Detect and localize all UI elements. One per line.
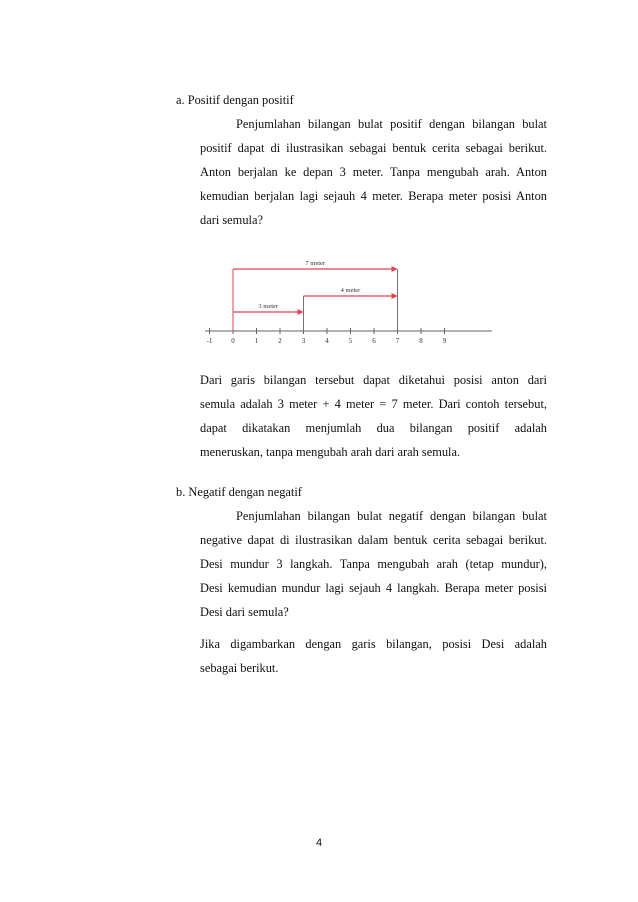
tick-label: 8	[419, 337, 423, 345]
arrow-head	[392, 266, 398, 272]
section-b-para1-line: Desi mundur 3 langkah. Tanpa mengubah arah (tetap mundur),	[200, 557, 547, 571]
arrow-label: 4 meter	[340, 287, 361, 294]
arrow-head	[298, 309, 304, 315]
section-b-heading: b. Negatif dengan negatif	[176, 485, 302, 499]
section-b-para1-line: Penjumlahan bilangan bulat negatif dengan bilangan bulat	[236, 509, 547, 523]
section-a-para1-line: kemudian berjalan lagi sejauh 4 meter. Berapa meter posisi Anton	[200, 189, 547, 203]
section-b-para2-line: sebagai berikut.	[200, 661, 279, 675]
tick-label: 2	[278, 337, 282, 345]
tick-label: 9	[442, 337, 447, 345]
tick-label: 0	[231, 337, 235, 345]
page-number: 4	[315, 837, 323, 849]
tick-label: -1	[206, 337, 213, 345]
section-b-para1-line: Desi dari semula?	[200, 605, 289, 619]
arrow-3	[233, 303, 304, 331]
arrow-2	[304, 287, 398, 331]
arrow-label: 3 meter	[258, 303, 279, 310]
tick-label: 5	[348, 337, 353, 345]
number-line-figure	[200, 250, 500, 350]
tick-label: 4	[325, 337, 329, 345]
tick-label: 3	[301, 337, 306, 345]
section-a-para2-line: Dari garis bilangan tersebut dapat diketahui posisi anton dari	[200, 373, 547, 387]
arrow-head	[392, 293, 398, 299]
section-a-para2-line: meneruskan, tanpa mengubah arah dari arah semula.	[200, 445, 461, 459]
section-a-para2-line: semula adalah 3 meter + 4 meter = 7 meter. Dari contoh tersebut,	[200, 397, 547, 411]
section-a-para1-line: dari semula?	[200, 213, 263, 227]
section-a-heading: a. Positif dengan positif	[176, 93, 294, 107]
section-a-para1-line: Penjumlahan bilangan bulat positif dengan bilangan bulat	[236, 117, 547, 131]
section-b-para1-line: Desi kemudian mundur lagi sejauh 4 langkah. Berapa meter posisi	[200, 581, 547, 595]
section-a-para1-line: positif dapat di ilustrasikan sebagai bentuk cerita sebagai berikut.	[200, 141, 547, 155]
tick-label: 6	[372, 337, 376, 345]
section-a-para1-line: Anton berjalan ke depan 3 meter. Tanpa mengubah arah. Anton	[200, 165, 547, 179]
tick-label: 7	[395, 337, 400, 345]
tick-label: 1	[254, 337, 259, 345]
arrow-label: 7 meter	[305, 260, 326, 267]
section-b-para2-line: Jika digambarkan dengan garis bilangan, posisi Desi adalah	[200, 637, 547, 651]
section-b-para1-line: negative dapat di ilustrasikan dalam bentuk cerita sebagai berikut.	[200, 533, 547, 547]
section-a-para2-line: dapat dikatakan menjumlah dua bilangan positif adalah	[200, 421, 547, 435]
